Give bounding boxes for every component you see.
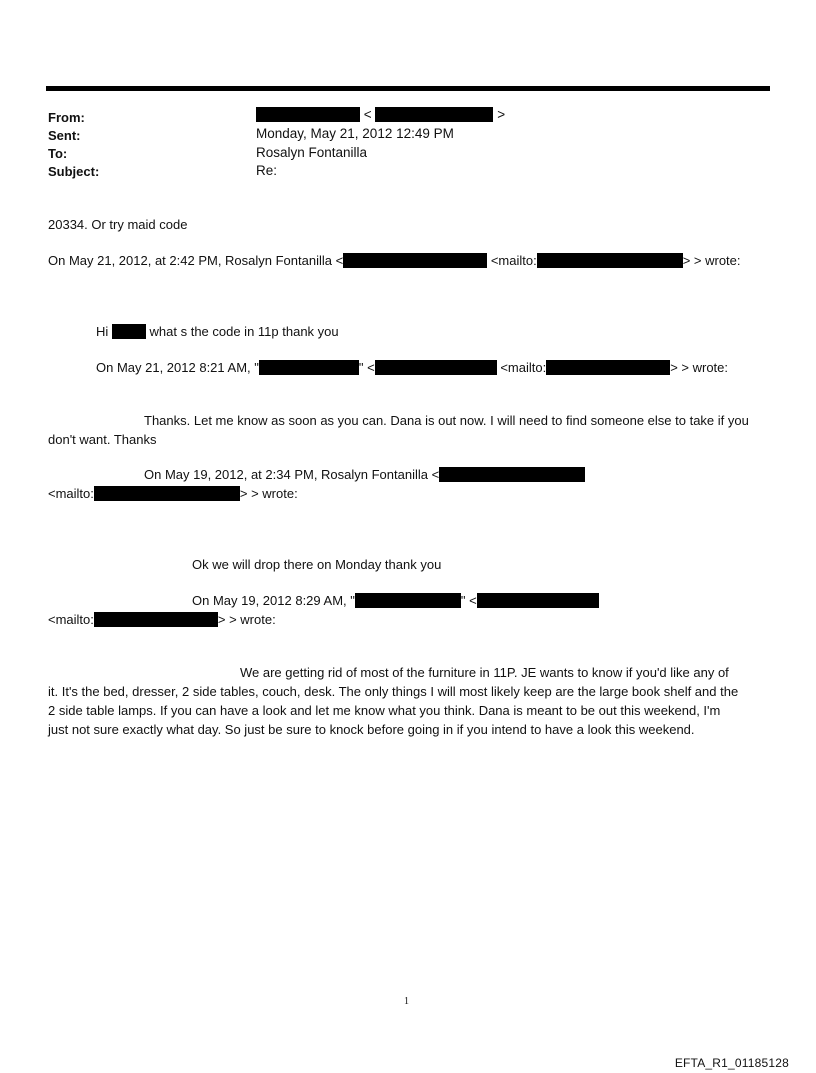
from-value: < >	[256, 107, 505, 122]
header-rule	[46, 86, 770, 91]
quoted-message-2-line1: Thanks. Let me know as soon as you can. Dana is out now. I will need to find someone else to take if you	[144, 413, 749, 428]
quoted-header-2: On May 21, 2012 8:21 AM, " " < <mailto: > > wrote:	[96, 360, 729, 375]
redaction-block	[439, 467, 585, 482]
quoted-header-3-line1: On May 19, 2012, at 2:34 PM, Rosalyn Fontanilla <	[144, 467, 585, 482]
quoted-message-2-line2: don't want. Thanks	[48, 432, 157, 447]
quoted-message-4-line1: We are getting rid of most of the furniture in 11P. JE wants to know if you'd like any of	[240, 665, 729, 680]
subject-label: Subject:	[48, 164, 100, 179]
quoted-message-3: Ok we will drop there on Monday thank you	[192, 557, 442, 572]
redaction-block	[375, 107, 493, 122]
redaction-block	[94, 486, 240, 501]
to-value: Rosalyn Fontanilla	[256, 145, 368, 160]
reply-text: 20334. Or try maid code	[48, 217, 188, 232]
redaction-block	[537, 253, 683, 268]
sent-label: Sent:	[48, 128, 81, 143]
redaction-block	[256, 107, 360, 122]
redaction-block	[375, 360, 497, 375]
quoted-header-1: On May 21, 2012, at 2:42 PM, Rosalyn Fontanilla < <mailto: > > wrote:	[48, 253, 741, 268]
redaction-block	[355, 593, 461, 608]
redaction-block	[259, 360, 359, 375]
quoted-message-4-line2: it. It's the bed, dresser, 2 side tables, couch, desk. The only things I will most likely keep are the large book shelf and the	[48, 684, 739, 699]
quoted-message-4-line4: just not sure exactly what day. So just be sure to knock before going in if you intend to have a look this weekend.	[48, 722, 695, 737]
quoted-message-1: Hi what s the code in 11p thank you	[96, 324, 339, 339]
redaction-block	[112, 324, 146, 339]
from-label: From:	[48, 110, 85, 125]
quoted-header-4-line2: <mailto: > > wrote:	[48, 612, 276, 627]
subject-value: Re:	[256, 163, 278, 178]
quoted-message-4-line3: 2 side table lamps. If you can have a look and let me know what you think. Dana is meant to be out this weekend, I'm	[48, 703, 721, 718]
document-id: EFTA_R1_01185128	[674, 1056, 789, 1070]
sent-value: Monday, May 21, 2012 12:49 PM	[256, 126, 454, 141]
page-number: 1	[404, 996, 409, 1007]
redaction-block	[477, 593, 599, 608]
quoted-header-3-line2: <mailto: > > wrote:	[48, 486, 298, 501]
to-label: To:	[48, 146, 68, 161]
redaction-block	[94, 612, 218, 627]
quoted-header-4-line1: On May 19, 2012 8:29 AM, " " <	[192, 593, 599, 608]
redaction-block	[343, 253, 487, 268]
redaction-block	[546, 360, 670, 375]
